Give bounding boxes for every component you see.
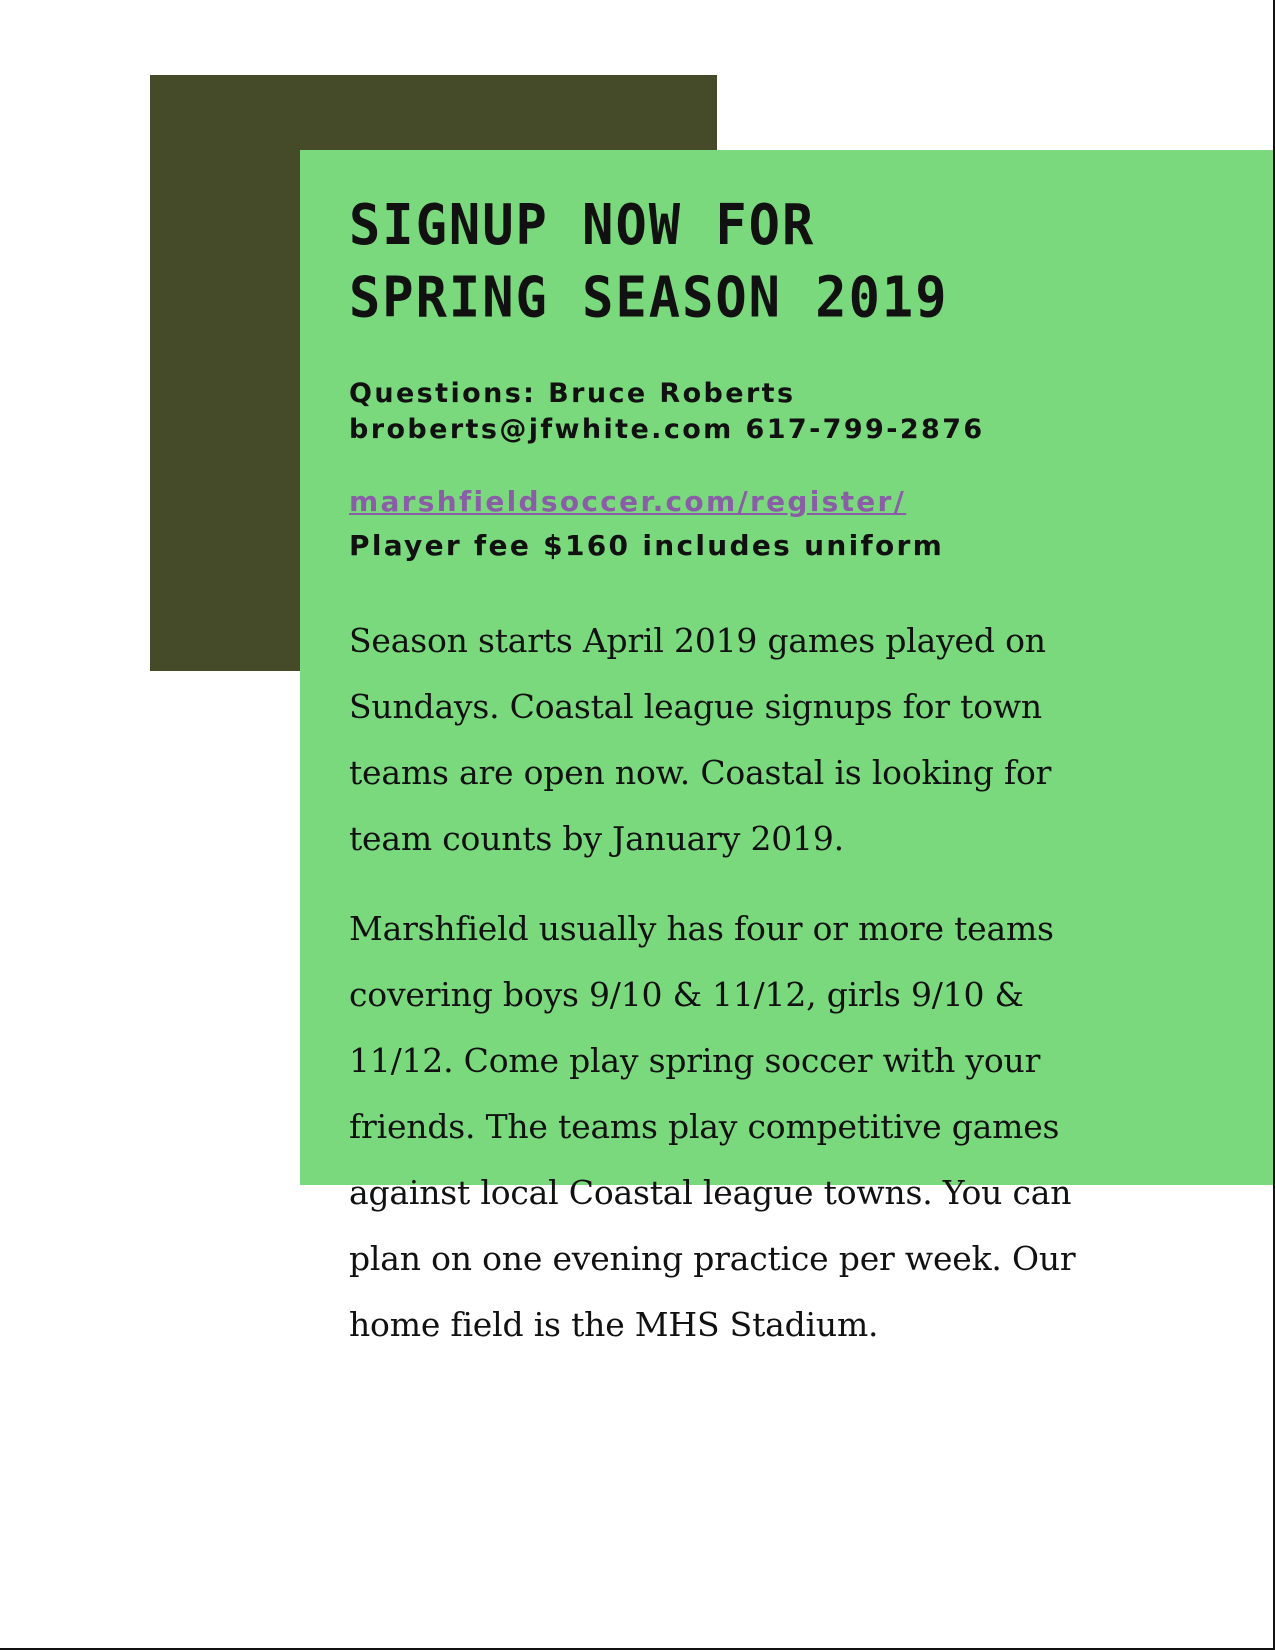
register-link[interactable]: marshfieldsoccer.com/register/	[349, 485, 907, 518]
registration-info	[349, 480, 1089, 568]
paragraph-season: Season starts April 2019 games played on Sundays. Coastal league signups for town teams are open now. Coastal is looking for team counts by January 2019.	[349, 621, 1052, 858]
contact-name: Questions: Bruce Roberts	[349, 378, 796, 409]
contact-info	[349, 376, 1089, 448]
contact-email-phone: broberts@jfwhite.com 617-799-2876	[349, 414, 985, 445]
headline-line-2: SPRING SEASON 2019	[349, 265, 949, 331]
flyer-content	[349, 190, 1089, 1358]
headline-line-1: SIGNUP NOW FOR	[349, 193, 816, 259]
player-fee: Player fee $160 includes uniform	[349, 529, 945, 562]
paragraph-teams: Marshfield usually has four or more teams covering boys 9/10 & 11/12, girls 9/10 & 11/12. Come play spring soccer with your friends. The teams play competitive games against local Coastal league towns. You can plan on one evening practice per week. Our home field is the MHS Stadium.	[349, 909, 1076, 1344]
headline	[349, 190, 1089, 335]
